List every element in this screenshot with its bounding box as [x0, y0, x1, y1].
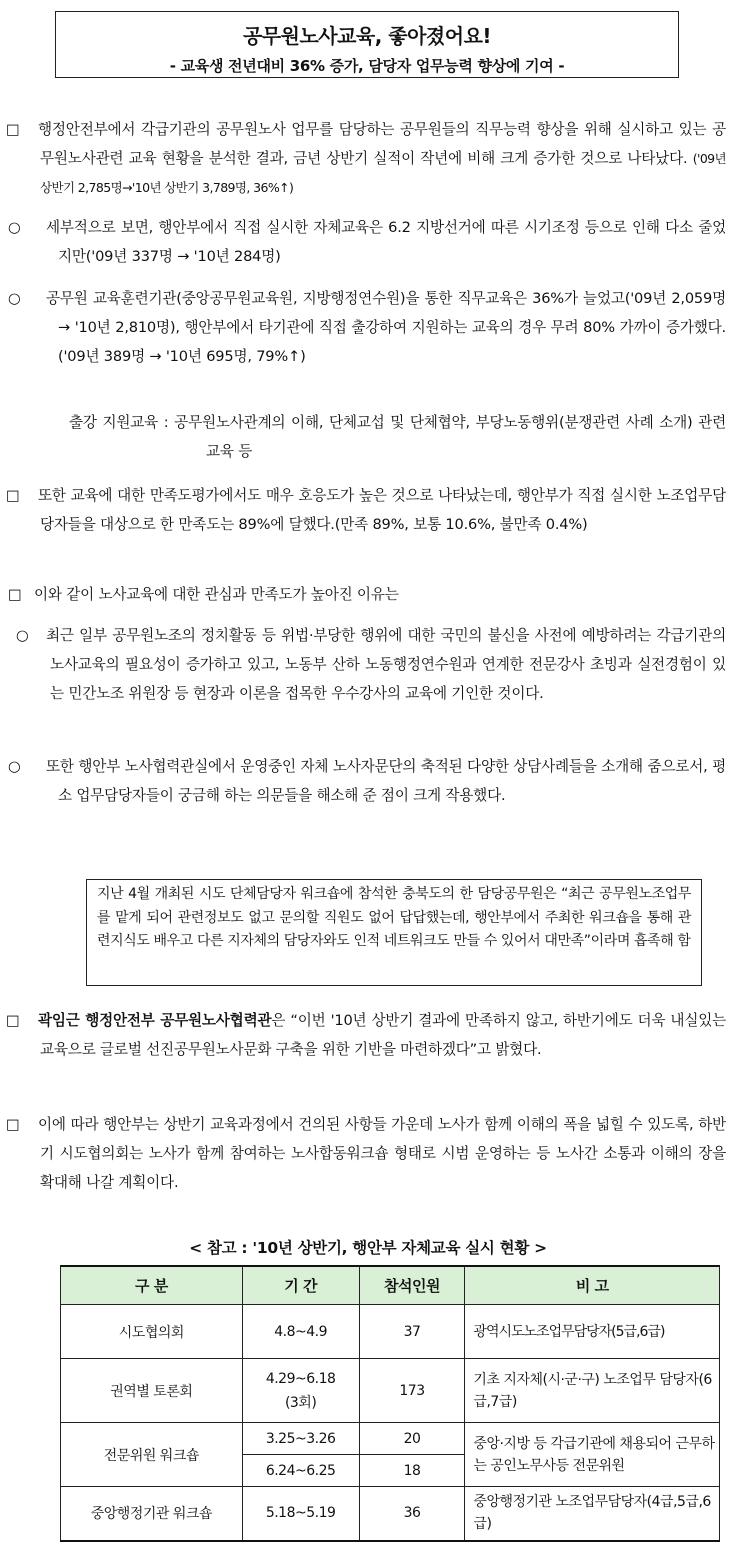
square-bullet: □	[8, 586, 22, 603]
table-header: 참석인원	[359, 1266, 465, 1305]
table-cell-category: 권역별 토론회	[61, 1359, 243, 1423]
table-row	[61, 1305, 720, 1359]
period-count: (3회)	[284, 1394, 317, 1411]
table-cell-attendees: 18	[359, 1455, 465, 1487]
circle-item-1	[8, 213, 726, 271]
paragraph-5	[8, 1110, 726, 1197]
table-cell-attendees: 173	[359, 1359, 465, 1423]
table-cell-period: 6.24~6.25	[242, 1455, 359, 1487]
title-box	[55, 11, 679, 78]
table-cell-attendees: 37	[359, 1305, 465, 1359]
table-cell-note: 중앙·지방 등 각급기관에 채용되어 근무하는 공인노무사등 전문위원	[465, 1423, 720, 1487]
quote-text: 지난 4월 개최된 시도 단체담당자 워크숍에 참석한 충북도의 한 담당공무원은 “최근 공무원노조업무를 맡게 되어 관련정보도 없고 문의할 직원도 없어 답답했는데, 행안부에서 주최한 워크숍을 통해 관련지식도 배우고 다른 지자체의 담당자와도 인적 네트워크도 만들 수 있어서 대만족”이라며 흡족해 함	[97, 886, 691, 949]
table-header-row	[61, 1266, 720, 1305]
paragraph-3	[8, 580, 726, 609]
paragraph-2	[8, 481, 726, 539]
circle-bullet: ○	[8, 290, 21, 307]
table-cell-attendees: 36	[359, 1487, 465, 1541]
paragraph-3-text: 이와 같이 노사교육에 대한 관심과 만족도가 높아진 이유는	[34, 586, 399, 603]
circle-item-4-text: 또한 행안부 노사협력관실에서 운영중인 자체 노사자문단의 축적된 다양한 상담사례들을 소개해 줌으로서, 평소 업무담당자들이 궁금해 하는 의문들을 해소해 준 점이 크게 작용했다.	[46, 758, 726, 804]
table-cell-note: 광역시도노조업무담당자(5급,6급)	[465, 1305, 720, 1359]
circle-item-4	[8, 752, 726, 810]
table-cell-period: 3.25~3.26	[242, 1423, 359, 1455]
table-row	[61, 1487, 720, 1541]
paragraph-1-stats: ('09년 상반기 2,785명→'10년 상반기 3,789명, 36%↑)	[40, 151, 726, 195]
circle-bullet: ○	[8, 219, 21, 236]
page-title: 공무원노사교육, 좋아졌어요!	[242, 24, 492, 48]
table-header: 기 간	[242, 1266, 359, 1305]
square-bullet: □	[6, 1116, 20, 1133]
circle-item-2-text: 공무원 교육훈련기관(중앙공무원교육원, 지방행정연수원)을 통한 직무교육은 36%가 늘었고('09년 2,059명 → '10년 2,810명), 행안부에서 타기관에 직접 출강하여 지원하는 교육의 경우 무려 80% 가까이 증가했다. ('09년 389명 → '10년 695명, 79%↑)	[46, 290, 726, 365]
paragraph-4	[8, 1006, 726, 1064]
table-header: 구 분	[61, 1266, 243, 1305]
paragraph-4-text: 은 “이번 '10년 상반기 결과에 만족하지 않고, 하반기에도 더욱 내실있는 교육으로 글로벌 선진공무원노사문화 구축을 위한 기반을 마련하겠다”고 밝혔다.	[40, 1012, 727, 1058]
table-cell-category: 전문위원 워크숍	[61, 1423, 243, 1487]
square-bullet: □	[6, 487, 20, 504]
table-header: 비 고	[465, 1266, 720, 1305]
table-cell-note: 기초 지자체(시·군·구) 노조업무 담당자(6급,7급)	[465, 1359, 720, 1423]
table-cell-attendees: 20	[359, 1423, 465, 1455]
page-subtitle: - 교육생 전년대비 36% 증가, 담당자 업무능력 향상에 기여 -	[169, 57, 565, 75]
circle-bullet: ○	[8, 758, 21, 775]
circle-bullet: ○	[16, 627, 29, 644]
reference-table	[60, 1265, 720, 1542]
table-cell-period	[242, 1359, 359, 1423]
note-text: 출강 지원교육 : 공무원노사관계의 이해, 단체교섭 및 단체협약, 부당노동행위(분쟁관련 사례 소개) 관련 교육 등	[69, 414, 726, 460]
square-bullet: □	[6, 121, 20, 138]
note-item	[44, 408, 726, 466]
circle-item-3	[16, 621, 727, 708]
circle-item-3-text: 최근 일부 공무원노조의 정치활동 등 위법·부당한 행위에 대한 국민의 불신을 사전에 예방하려는 각급기관의 노사교육의 필요성이 증가하고 있고, 노동부 산하 노동행정연수원과 연계한 전문강사 초빙과 실전경험이 있는 민간노조 위원장 등 현장과 이론을 접목한 우수강사의 교육에 기인한 것이다.	[46, 627, 727, 702]
table-cell-period: 4.8~4.9	[242, 1305, 359, 1359]
table-cell-category: 중앙행정기관 워크숍	[61, 1487, 243, 1541]
table-row	[61, 1423, 720, 1455]
table-cell-category: 시도협의회	[61, 1305, 243, 1359]
quote-box	[86, 879, 702, 986]
reference-title: < 참고 : '10년 상반기, 행안부 자체교육 실시 현황 >	[189, 1239, 547, 1257]
period-text: 4.29~6.18	[265, 1370, 336, 1387]
square-bullet: □	[6, 1012, 20, 1029]
circle-item-2	[8, 284, 726, 371]
table-row	[61, 1359, 720, 1423]
circle-item-1-text: 세부적으로 보면, 행안부에서 직접 실시한 자체교육은 6.2 지방선거에 따른 시기조정 등으로 인해 다소 줄었지만('09년 337명 → '10년 284명)	[46, 219, 726, 265]
paragraph-1-text: 행정안전부에서 각급기관의 공무원노사 업무를 담당하는 공무원들의 직무능력 향상을 위해 실시하고 있는 공무원노사관련 교육 현황을 분석한 결과, 금년 상반기 실적이 작년에 비해 크게 증가한 것으로 나타났다.	[38, 121, 726, 167]
paragraph-5-text: 이에 따라 행안부는 상반기 교육과정에서 건의된 사항들 가운데 노사가 함께 이해의 폭을 넓힐 수 있도록, 하반기 시도협의회는 노사가 함께 참여하는 노사합동워크숍 형태로 시범 운영하는 등 노사간 소통과 이해의 장을 확대해 나갈 계획이다.	[38, 1116, 726, 1191]
paragraph-1	[8, 115, 726, 202]
paragraph-2-text: 또한 교육에 대한 만족도평가에서도 매우 호응도가 높은 것으로 나타났는데, 행안부가 직접 실시한 노조업무담당자들을 대상으로 한 만족도는 89%에 달했다.(만족 89%, 보통 10.6%, 불만족 0.4%)	[38, 487, 726, 533]
paragraph-4-speaker: 곽임근 행정안전부 공무원노사협력관	[38, 1012, 272, 1029]
table-cell-period: 5.18~5.19	[242, 1487, 359, 1541]
table-cell-note: 중앙행정기관 노조업무담당자(4급,5급,6급)	[465, 1487, 720, 1541]
